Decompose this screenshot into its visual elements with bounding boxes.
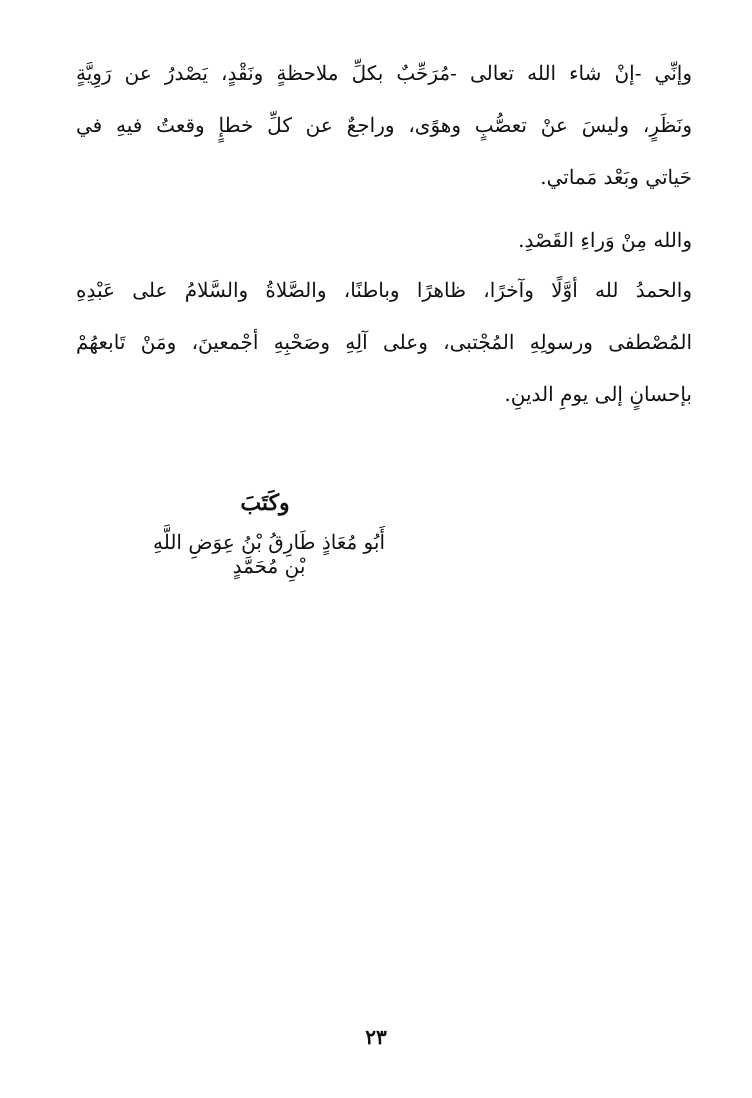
text-line: المُصْطفى ورسولِهِ المُجْتبى، وعلى آلِهِ وصَحْبِهِ أجْمعينَ، ومَنْ تَابعهُمْ — [76, 330, 692, 354]
signature-verb: وكَتَبَ — [240, 490, 290, 516]
text-line: والله مِنْ وَراءِ القَصْدِ. — [518, 228, 692, 252]
page-number: ٢٣ — [365, 1025, 387, 1049]
paragraph-acceptance — [76, 47, 692, 203]
text-line: بإحسانٍ إلى يومِ الدينِ. — [504, 382, 692, 406]
paragraph-praise — [76, 264, 692, 420]
paragraph-intention — [76, 214, 692, 266]
text-line: والحمدُ لله أوَّلًا وآخرًا، ظاهرًا وباطنًا، والصَّلاةُ والسَّلامُ على عَبْدِهِ — [76, 278, 692, 302]
text-line: حَياتي وبَعْد مَماتي. — [540, 165, 692, 189]
author-name: أَبُو مُعَاذٍ طَارِقُ بْنُ عِوَضِ اللَّهِ بْنِ مُحَمَّدٍ — [152, 530, 386, 578]
text-line: ونَظَرٍ، وليسَ عنْ تعصُّبٍ وهوًى، وراجعٌ عن كلِّ خطإٍ وقعتُ فيهِ في — [76, 113, 692, 137]
text-line: وإنِّي -إنْ شاء الله تعالى -مُرَحِّبٌ بكلِّ ملاحظةٍ ونَقْدٍ، يَصْدرُ عن رَوِيَّةٍ — [76, 61, 692, 85]
